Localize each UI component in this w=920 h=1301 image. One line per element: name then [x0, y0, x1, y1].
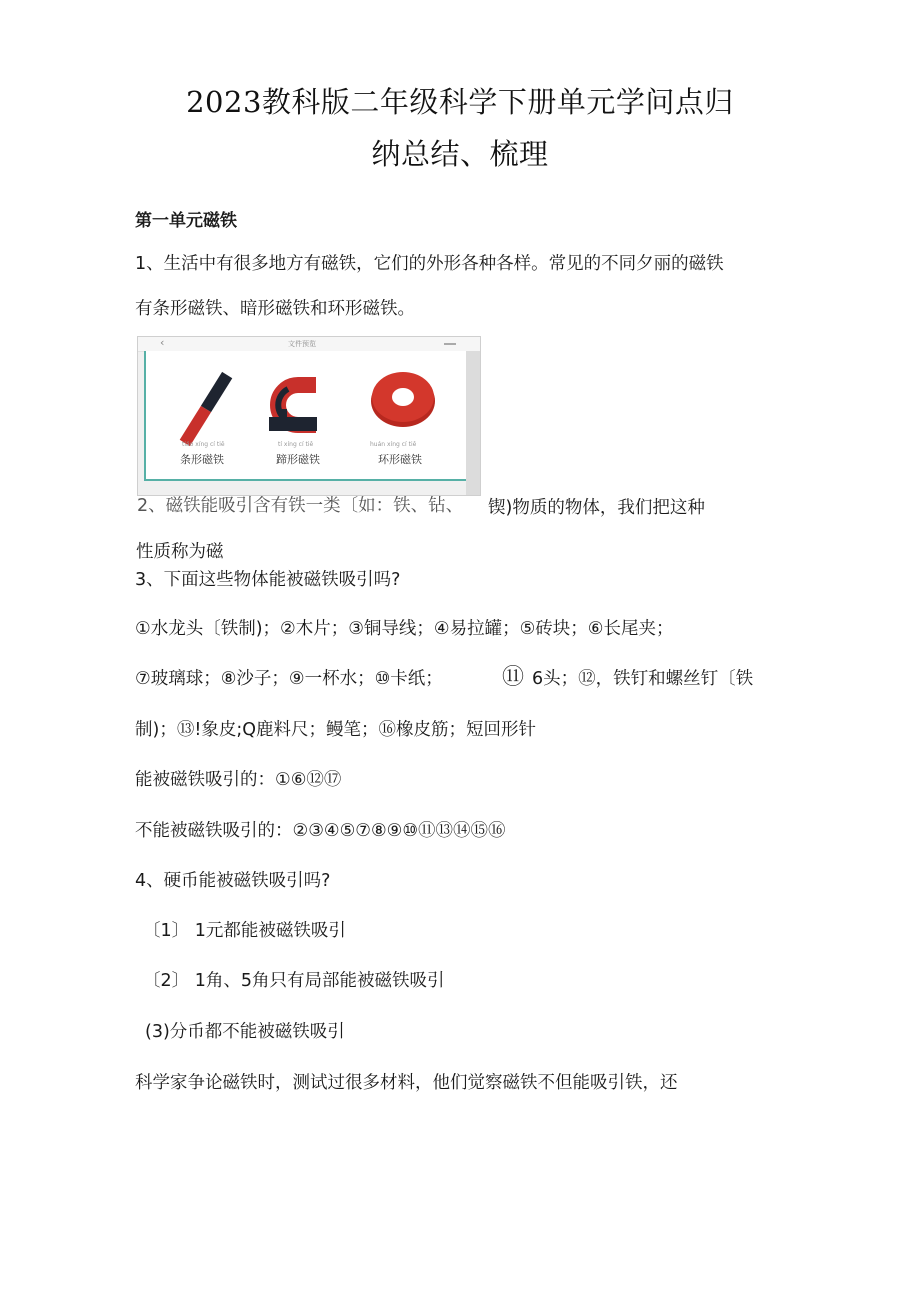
question-3-list-line-3: 制)；⑬!象皮;Q鹿料尺；鳗笔；⑯橡皮筋；短回形针: [135, 720, 537, 740]
paragraph-1-line-2: 有条形磁铁、暗形磁铁和环形磁铁。: [135, 299, 415, 319]
attracted-items: 能被磁铁吸引的：①⑥⑫⑰: [135, 770, 342, 790]
question-3-list-line-2-part-a: ⑦玻璃球；⑧沙子；⑨一杯水；⑩卡纸；: [135, 669, 443, 689]
back-icon: ‹: [160, 336, 165, 349]
horseshoe-magnet-pinyin: tí xíng cí tiě: [278, 441, 314, 448]
bar-magnet-label: 条形磁铁: [180, 453, 224, 466]
ring-magnet-icon: [371, 372, 435, 427]
section-heading: 第一单元磁铁: [135, 211, 237, 231]
paragraph-2-line-2: 性质称为磁: [136, 542, 224, 562]
question-3-list-line-2-part-b: 6头；⑫，铁钉和螺丝钉〔铁: [532, 669, 754, 689]
paragraph-2-line-1-part-b: 锲)物质的物体，我们把这种: [488, 498, 705, 518]
magnet-types-image: [137, 336, 481, 496]
question-4-answer-2: 〔2〕 1角、5角只有局部能被磁铁吸引: [143, 971, 445, 991]
paragraph-2-line-1-part-a: 2、磁铁能吸引含有铁一类〔如：铁、钻、: [137, 496, 464, 516]
question-3: 3、下面这些物体能被磁铁吸引吗?: [135, 570, 401, 590]
document-title-line-1: 2023教科版二年级科学下册单元学问点归: [186, 85, 734, 119]
ring-magnet-pinyin: huán xíng cí tiě: [370, 441, 417, 448]
closing-paragraph-line: 科学家争论磁铁时，测试过很多材料，他们觉察磁铁不但能吸引铁，还: [135, 1073, 678, 1093]
question-3-list-line-2-big-number: ⑪: [502, 665, 525, 690]
question-4: 4、硬币能被磁铁吸引吗?: [135, 871, 331, 891]
image-topbar-title: 文件预览: [288, 340, 316, 348]
magnets-illustration: [138, 337, 480, 495]
ring-magnet-label: 环形磁铁: [378, 453, 422, 466]
question-3-list-line-1: ①水龙头〔铁制)；②木片；③铜导线；④易拉罐；⑤砖块；⑥长尾夹；: [135, 619, 674, 639]
bar-magnet-icon: [180, 372, 233, 446]
question-4-answer-3: (3)分币都不能被磁铁吸引: [145, 1022, 345, 1042]
question-4-answer-1: 〔1〕 1元都能被磁铁吸引: [143, 921, 346, 941]
horseshoe-magnet-label: 蹄形磁铁: [276, 453, 320, 466]
bar-magnet-pinyin: tiáo xíng cí tiě: [182, 441, 225, 448]
horseshoe-magnet-icon: [269, 385, 317, 431]
paragraph-1-line-1: 1、生活中有很多地方有磁铁，它们的外形各种各样。常见的不同夕丽的磁铁: [135, 254, 724, 274]
document-title-line-2: 纳总结、梳理: [371, 137, 549, 171]
not-attracted-items: 不能被磁铁吸引的：②③④⑤⑦⑧⑨⑩⑪⑬⑭⑮⑯: [135, 821, 506, 841]
